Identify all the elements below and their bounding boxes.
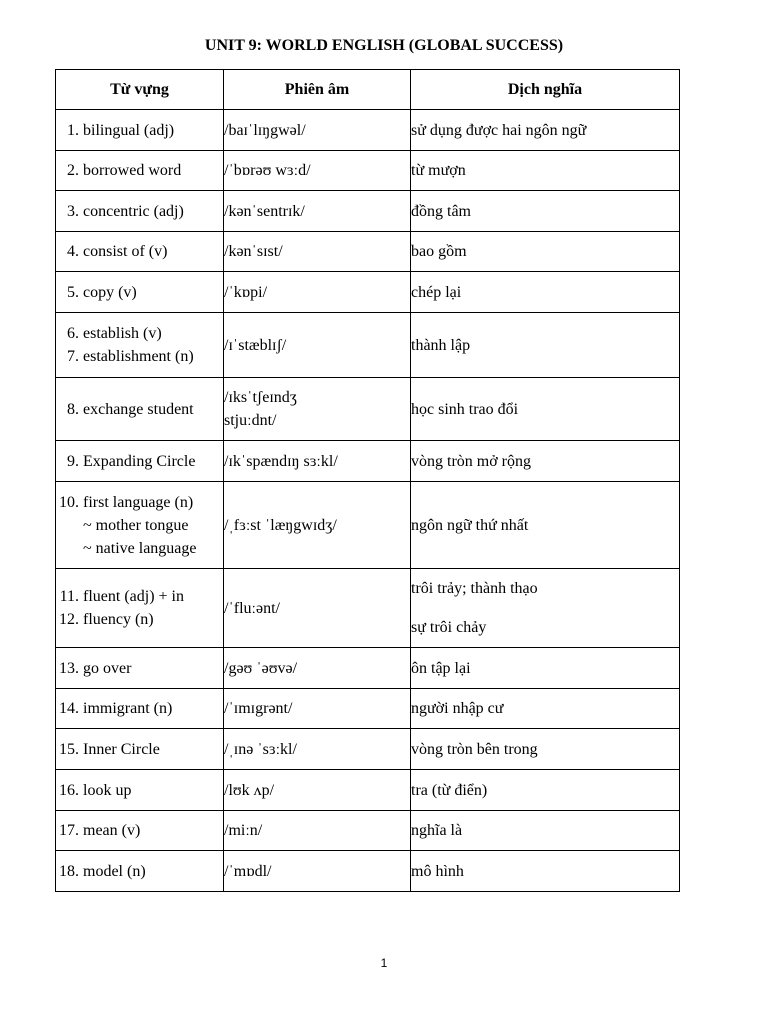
meaning-line: trôi trảy; thành thạo — [411, 580, 538, 597]
meaning-cell — [411, 313, 680, 378]
meaning-cell — [411, 811, 680, 851]
page-title: UNIT 9: WORLD ENGLISH (GLOBAL SUCCESS) — [204, 37, 564, 54]
pronunciation-line: /ˈɪmɪgrənt/ — [224, 700, 293, 717]
vocab-cell — [56, 151, 224, 191]
entry-label — [83, 491, 223, 560]
entry-number: 16. — [59, 781, 79, 799]
pronunciation-cell — [224, 851, 411, 892]
meaning-line: ngôn ngữ thứ nhất — [411, 516, 529, 534]
pronunciation-line: /ˈmɒdl/ — [224, 862, 272, 880]
table-row — [56, 191, 680, 232]
meaning-line: chép lại — [411, 283, 462, 301]
pronunciation-cell — [224, 313, 411, 378]
entry-label-line: bilingual (adj) — [83, 121, 175, 139]
pronunciation-cell — [224, 569, 411, 648]
vocab-cell — [56, 272, 224, 313]
pronunciation-line: /ɪksˈtʃeɪndʒ — [224, 389, 297, 406]
entry-label — [83, 322, 223, 345]
header-vocabulary: Từ vựng — [56, 70, 224, 110]
entry-label-line: fluency (n) — [83, 611, 154, 628]
vocab-entry — [56, 240, 223, 263]
vocab-entry — [56, 398, 223, 421]
meaning-line: học sinh trao đổi — [411, 400, 519, 418]
entry-label-line: mean (v) — [83, 822, 141, 839]
entry-label — [83, 200, 223, 223]
table-row — [56, 313, 680, 378]
pronunciation-line: /ˌfɜːst ˈlæŋgwɪdʒ/ — [224, 516, 337, 534]
table-row — [56, 110, 680, 151]
entry-number: 6. — [67, 325, 79, 342]
meaning-line: từ mượn — [411, 162, 466, 179]
vocab-entry — [56, 159, 223, 182]
entry-label — [83, 119, 223, 142]
entry-label — [83, 697, 223, 720]
meaning-cell — [411, 272, 680, 313]
meaning-line: đồng tâm — [411, 202, 471, 220]
pronunciation-line: /kənˈsɪst/ — [224, 243, 283, 260]
vocab-entry — [56, 322, 223, 345]
pronunciation-cell — [224, 811, 411, 851]
vocab-entry — [56, 738, 223, 761]
entry-label-line: model (n) — [83, 862, 146, 880]
pronunciation-cell — [224, 232, 411, 272]
vocab-entry — [56, 281, 223, 304]
table-row — [56, 811, 680, 851]
entry-label-line: ~ mother tongue — [83, 516, 189, 534]
entry-number: 1. — [67, 121, 79, 139]
table-row — [56, 482, 680, 569]
meaning-cell — [411, 770, 680, 811]
entry-label — [83, 819, 223, 842]
vocab-cell — [56, 232, 224, 272]
vocab-cell — [56, 811, 224, 851]
table-row — [56, 729, 680, 770]
entry-label — [83, 450, 223, 473]
entry-label-line: look up — [83, 781, 132, 799]
entry-number: 8. — [67, 400, 79, 418]
meaning-cell — [411, 569, 680, 648]
table-row — [56, 689, 680, 729]
meaning-line: vòng tròn mở rộng — [411, 452, 532, 470]
pronunciation-line: /kənˈsentrɪk/ — [224, 202, 305, 220]
entry-label — [83, 281, 223, 304]
entry-label — [83, 398, 223, 421]
entry-label — [83, 779, 223, 802]
pronunciation-cell — [224, 110, 411, 151]
entry-number: 3. — [67, 202, 79, 220]
entry-label-line: concentric (adj) — [83, 202, 184, 220]
pronunciation-cell — [224, 378, 411, 441]
entry-label-line: borrowed word — [83, 162, 182, 179]
entry-label — [83, 345, 223, 368]
vocabulary-table — [55, 69, 680, 892]
pronunciation-cell — [224, 151, 411, 191]
vocab-entry — [56, 585, 223, 608]
pronunciation-cell — [224, 770, 411, 811]
vocab-entry — [56, 491, 223, 560]
vocab-cell — [56, 378, 224, 441]
table-body — [56, 110, 680, 892]
pronunciation-cell — [224, 191, 411, 232]
table-row — [56, 441, 680, 482]
vocab-cell — [56, 729, 224, 770]
entry-label — [83, 608, 223, 631]
entry-label-line: exchange student — [83, 400, 194, 418]
pronunciation-line: /lʊk ʌp/ — [224, 781, 275, 799]
pronunciation-line: /ˈkɒpi/ — [224, 283, 268, 301]
meaning-cell — [411, 851, 680, 892]
pronunciation-line: /miːn/ — [224, 822, 263, 839]
meaning-line: sự trôi chảy — [411, 619, 487, 636]
entry-number: 15. — [59, 740, 79, 758]
table-row — [56, 851, 680, 892]
pronunciation-cell — [224, 689, 411, 729]
pronunciation-line: stjuːdnt/ — [224, 412, 277, 429]
entry-label-line: establishment (n) — [83, 348, 194, 365]
vocab-entry — [56, 860, 223, 883]
meaning-line: nghĩa là — [411, 822, 463, 839]
page-number: 1 — [380, 956, 388, 970]
pronunciation-cell — [224, 648, 411, 689]
table-row — [56, 648, 680, 689]
meaning-cell — [411, 441, 680, 482]
pronunciation-line: /ˈbɒrəʊ wɜːd/ — [224, 162, 311, 179]
entry-number: 9. — [67, 452, 79, 470]
meaning-line: sử dụng được hai ngôn ngữ — [411, 121, 587, 139]
entry-number: 7. — [67, 348, 79, 365]
table-row — [56, 232, 680, 272]
meaning-cell — [411, 729, 680, 770]
entry-label-line: consist of (v) — [83, 243, 168, 260]
vocab-entry — [56, 450, 223, 473]
pronunciation-line: /ɪˈstæblɪʃ/ — [224, 336, 287, 354]
entry-label — [83, 860, 223, 883]
table-row — [56, 378, 680, 441]
pronunciation-line: /ˈfluːənt/ — [224, 599, 280, 617]
meaning-line: mô hình — [411, 862, 464, 880]
entry-number: 10. — [59, 493, 79, 511]
entry-number: 17. — [59, 822, 79, 839]
table-row — [56, 151, 680, 191]
entry-label — [83, 240, 223, 263]
entry-label-line: first language (n) — [83, 493, 194, 511]
meaning-line: thành lập — [411, 336, 471, 354]
vocab-cell — [56, 851, 224, 892]
meaning-cell — [411, 110, 680, 151]
vocab-entry — [56, 119, 223, 142]
vocab-cell — [56, 770, 224, 811]
vocab-cell — [56, 569, 224, 648]
table-row — [56, 569, 680, 648]
header-meaning: Dịch nghĩa — [411, 70, 680, 110]
meaning-cell — [411, 151, 680, 191]
header-pronunciation: Phiên âm — [224, 70, 411, 110]
table-header-row — [56, 70, 680, 110]
meaning-cell — [411, 689, 680, 729]
vocab-entry — [56, 345, 223, 368]
vocab-cell — [56, 648, 224, 689]
meaning-spacer — [411, 600, 679, 616]
entry-label-line: go over — [83, 659, 132, 677]
vocab-entry — [56, 779, 223, 802]
entry-label-line: establish (v) — [83, 325, 162, 342]
table-row — [56, 272, 680, 313]
entry-number: 18. — [59, 862, 79, 880]
pronunciation-line: /gəʊ ˈəʊvə/ — [224, 659, 298, 677]
pronunciation-cell — [224, 729, 411, 770]
entry-label-line: copy (v) — [83, 283, 137, 301]
meaning-cell — [411, 191, 680, 232]
vocab-cell — [56, 110, 224, 151]
vocab-entry — [56, 200, 223, 223]
vocab-entry — [56, 657, 223, 680]
entry-label-line: ~ native language — [83, 539, 197, 557]
entry-label — [83, 585, 223, 608]
meaning-line: ôn tập lại — [411, 659, 471, 677]
meaning-line: vòng tròn bên trong — [411, 740, 538, 758]
vocab-entry — [56, 697, 223, 720]
vocab-entry — [56, 819, 223, 842]
vocab-cell — [56, 689, 224, 729]
table-row — [56, 770, 680, 811]
meaning-cell — [411, 378, 680, 441]
meaning-cell — [411, 482, 680, 569]
entry-label-line: immigrant (n) — [83, 700, 173, 717]
meaning-cell — [411, 648, 680, 689]
pronunciation-cell — [224, 482, 411, 569]
meaning-line: người nhập cư — [411, 700, 504, 717]
entry-label — [83, 657, 223, 680]
entry-number: 13. — [59, 659, 79, 677]
entry-label — [83, 159, 223, 182]
pronunciation-line: /baɪˈlɪŋgwəl/ — [224, 121, 306, 139]
entry-number: 2. — [67, 162, 79, 179]
pronunciation-line: /ˌɪnə ˈsɜːkl/ — [224, 740, 297, 758]
entry-number: 14. — [59, 700, 79, 717]
entry-label-line: Expanding Circle — [83, 452, 196, 470]
pronunciation-cell — [224, 441, 411, 482]
meaning-line: tra (từ điển) — [411, 781, 488, 799]
entry-label-line: Inner Circle — [83, 740, 160, 758]
vocab-cell — [56, 482, 224, 569]
entry-label — [83, 738, 223, 761]
entry-number: 12. — [59, 611, 79, 628]
vocab-cell — [56, 441, 224, 482]
meaning-line: bao gồm — [411, 243, 467, 260]
meaning-cell — [411, 232, 680, 272]
entry-number: 11. — [59, 588, 79, 605]
entry-number: 4. — [67, 243, 79, 260]
pronunciation-cell — [224, 272, 411, 313]
vocab-cell — [56, 191, 224, 232]
pronunciation-line: /ɪkˈspændɪŋ sɜːkl/ — [224, 452, 338, 470]
vocab-entry — [56, 608, 223, 631]
entry-number: 5. — [67, 283, 79, 301]
entry-label-line: fluent (adj) + in — [83, 588, 184, 605]
vocab-cell — [56, 313, 224, 378]
